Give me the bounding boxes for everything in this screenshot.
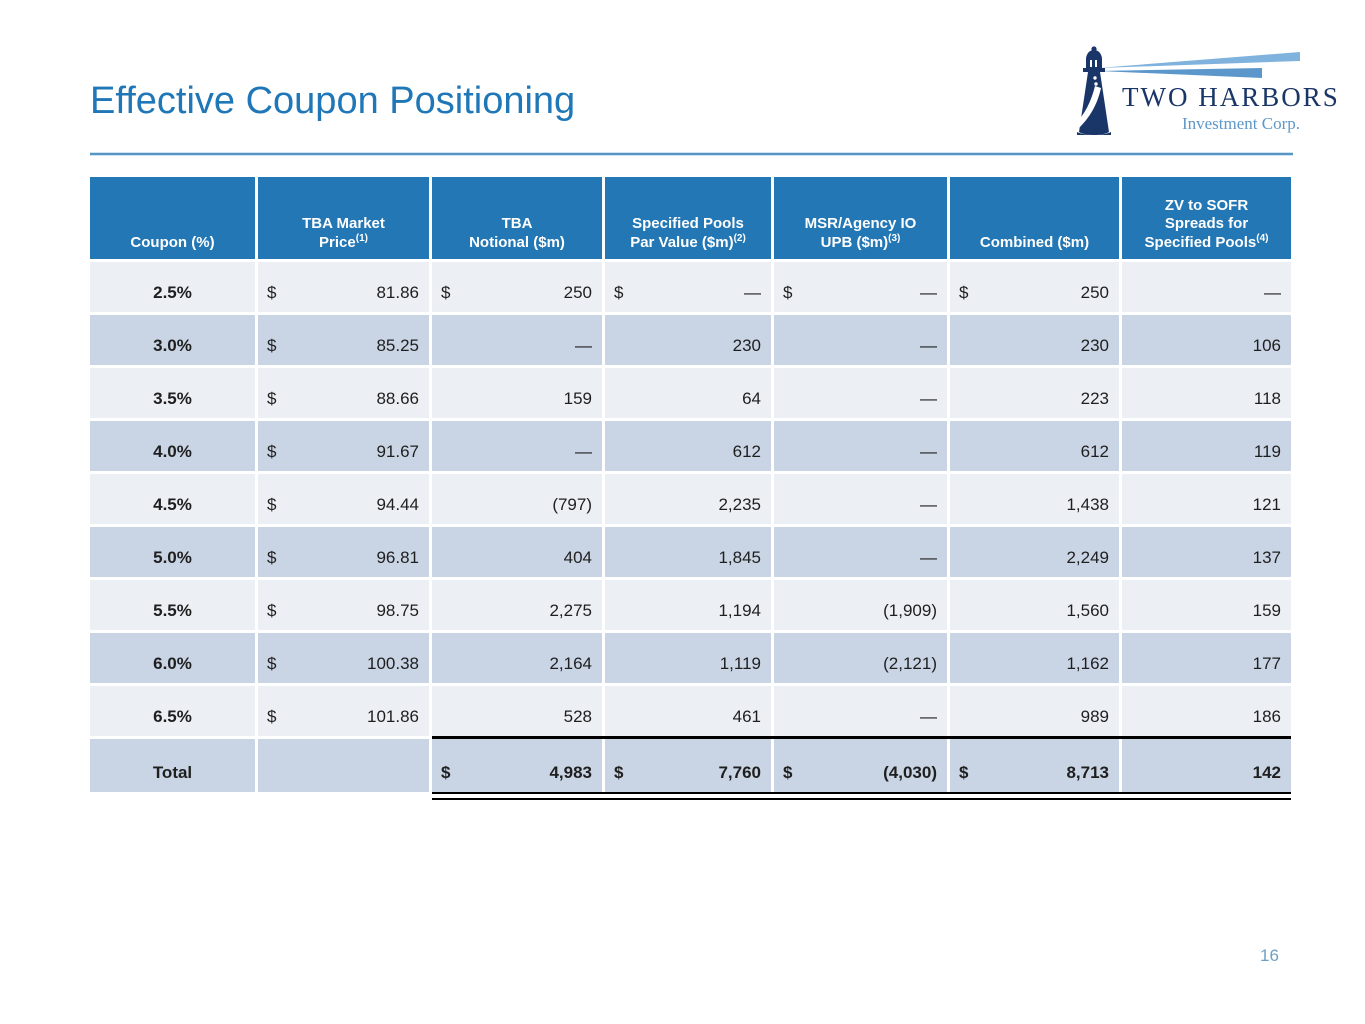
cell-tba-market-price xyxy=(258,474,432,527)
cell-combined xyxy=(950,421,1122,474)
cell-specified-pools xyxy=(605,633,774,686)
cell-zv-spread xyxy=(1122,739,1291,792)
currency-symbol: $ xyxy=(783,283,793,302)
cell-value: 2,275 xyxy=(549,601,592,620)
currency-symbol: $ xyxy=(783,763,793,782)
cell-specified-pools xyxy=(605,739,774,792)
cell-value: 88.66 xyxy=(376,389,419,408)
cell-value: — xyxy=(920,389,937,408)
cell-msr-agency-io xyxy=(774,739,950,792)
cell-zv-spread xyxy=(1122,315,1291,368)
cell-zv-spread xyxy=(1122,368,1291,421)
cell-value: 989 xyxy=(1080,707,1109,726)
cell-value: — xyxy=(575,442,592,461)
coupon-table-wrap xyxy=(90,177,1291,792)
cell-msr-agency-io xyxy=(774,527,950,580)
table-row-5.5 xyxy=(90,580,1291,633)
cell-value: 159 xyxy=(1252,601,1281,620)
cell-combined xyxy=(950,633,1122,686)
cell-coupon: 3.0% xyxy=(90,315,258,368)
table-row-3.5 xyxy=(90,368,1291,421)
cell-specified-pools xyxy=(605,527,774,580)
currency-symbol: $ xyxy=(614,283,624,302)
cell-value: 1,194 xyxy=(718,601,761,620)
table-row-4.0 xyxy=(90,421,1291,474)
cell-zv-spread xyxy=(1122,633,1291,686)
table-row-3.0 xyxy=(90,315,1291,368)
currency-symbol: $ xyxy=(267,601,277,620)
table-row-5.0 xyxy=(90,527,1291,580)
cell-tba-notional xyxy=(432,421,605,474)
cell-value: 1,162 xyxy=(1066,654,1109,673)
cell-value: 98.75 xyxy=(376,601,419,620)
cell-value: 101.86 xyxy=(367,707,419,726)
cell-value: — xyxy=(920,442,937,461)
total-separator-line xyxy=(432,736,1291,739)
table-row-4.5 xyxy=(90,474,1291,527)
cell-value: 461 xyxy=(732,707,761,726)
column-header-combined: Combined ($m) xyxy=(950,177,1122,262)
cell-value: — xyxy=(920,336,937,355)
cell-value: — xyxy=(575,336,592,355)
cell-msr-agency-io xyxy=(774,580,950,633)
cell-tba-market-price xyxy=(258,421,432,474)
cell-value: 1,845 xyxy=(718,548,761,567)
cell-zv-spread xyxy=(1122,262,1291,315)
currency-symbol: $ xyxy=(267,336,277,355)
cell-value: 2,235 xyxy=(718,495,761,514)
page-title: Effective Coupon Positioning xyxy=(90,80,576,122)
cell-coupon: 4.0% xyxy=(90,421,258,474)
cell-combined xyxy=(950,262,1122,315)
cell-value: 91.67 xyxy=(376,442,419,461)
cell-value: 1,119 xyxy=(719,654,761,673)
cell-specified-pools xyxy=(605,315,774,368)
cell-value: (2,121) xyxy=(883,654,937,673)
cell-total-label: Total xyxy=(90,739,258,792)
cell-zv-spread xyxy=(1122,527,1291,580)
cell-tba-market-price xyxy=(258,686,432,739)
cell-msr-agency-io xyxy=(774,368,950,421)
cell-msr-agency-io xyxy=(774,315,950,368)
cell-tba-notional xyxy=(432,633,605,686)
cell-specified-pools xyxy=(605,421,774,474)
cell-value: 2,249 xyxy=(1066,548,1109,567)
cell-value: — xyxy=(1264,283,1281,302)
cell-combined xyxy=(950,368,1122,421)
table-header-row xyxy=(90,177,1291,262)
cell-tba-market-price xyxy=(258,739,432,792)
cell-tba-market-price xyxy=(258,315,432,368)
cell-value: — xyxy=(744,283,761,302)
cell-specified-pools xyxy=(605,368,774,421)
currency-symbol: $ xyxy=(441,763,451,782)
currency-symbol: $ xyxy=(267,283,277,302)
cell-combined xyxy=(950,474,1122,527)
cell-specified-pools xyxy=(605,262,774,315)
cell-tba-market-price xyxy=(258,368,432,421)
cell-value: — xyxy=(920,495,937,514)
cell-coupon: 2.5% xyxy=(90,262,258,315)
cell-value: 250 xyxy=(1080,283,1109,302)
cell-value: 4,983 xyxy=(549,763,592,782)
cell-zv-spread xyxy=(1122,580,1291,633)
cell-specified-pools xyxy=(605,580,774,633)
cell-value: 142 xyxy=(1252,763,1281,782)
cell-value: 612 xyxy=(732,442,761,461)
cell-value: 94.44 xyxy=(376,495,419,514)
cell-coupon: 5.0% xyxy=(90,527,258,580)
cell-tba-market-price xyxy=(258,633,432,686)
cell-coupon: 5.5% xyxy=(90,580,258,633)
cell-value: 85.25 xyxy=(376,336,419,355)
cell-tba-notional xyxy=(432,580,605,633)
cell-value: 230 xyxy=(732,336,761,355)
column-header-zv-spread: ZV to SOFR Spreads for Specified Pools$^{(4)}$ xyxy=(1122,177,1291,262)
title-divider xyxy=(90,153,1293,155)
table-row-2.5 xyxy=(90,262,1291,315)
cell-value: 528 xyxy=(563,707,592,726)
cell-value: 121 xyxy=(1252,495,1281,514)
cell-value: 119 xyxy=(1253,442,1281,461)
cell-msr-agency-io xyxy=(774,474,950,527)
cell-value: 1,560 xyxy=(1066,601,1109,620)
cell-tba-notional xyxy=(432,262,605,315)
currency-symbol: $ xyxy=(267,442,277,461)
cell-value: — xyxy=(920,283,937,302)
cell-value: (1,909) xyxy=(883,601,937,620)
cell-msr-agency-io xyxy=(774,262,950,315)
column-header-msr-agency-io: MSR/Agency IO UPB ($m)$^{(3)}$ xyxy=(774,177,950,262)
table-total-row xyxy=(90,739,1291,792)
cell-tba-market-price xyxy=(258,262,432,315)
cell-value: 612 xyxy=(1080,442,1109,461)
currency-symbol: $ xyxy=(267,548,277,567)
column-header-specified-pools: Specified Pools Par Value ($m)$^{(2)}$ xyxy=(605,177,774,262)
cell-tba-market-price xyxy=(258,580,432,633)
cell-value: 2,164 xyxy=(549,654,592,673)
currency-symbol: $ xyxy=(267,389,277,408)
logo-subtitle: Investment Corp. xyxy=(1181,114,1300,133)
column-header-tba-notional: TBA Notional ($m) xyxy=(432,177,605,262)
cell-value: 186 xyxy=(1252,707,1281,726)
cell-tba-notional xyxy=(432,527,605,580)
cell-value: 81.86 xyxy=(376,283,419,302)
cell-zv-spread xyxy=(1122,474,1291,527)
cell-value: 8,713 xyxy=(1066,763,1109,782)
column-header-coupon: Coupon (%) xyxy=(90,177,258,262)
cell-coupon: 3.5% xyxy=(90,368,258,421)
cell-value: 96.81 xyxy=(376,548,419,567)
cell-combined xyxy=(950,527,1122,580)
page-number: 16 xyxy=(1260,946,1279,965)
table-row-6.0 xyxy=(90,633,1291,686)
cell-combined xyxy=(950,315,1122,368)
cell-combined xyxy=(950,739,1122,792)
cell-value: — xyxy=(920,707,937,726)
cell-value: (797) xyxy=(552,495,592,514)
cell-value: 404 xyxy=(563,548,592,567)
logo-wordmark: TWO HARBORS xyxy=(1122,82,1340,112)
cell-value: 230 xyxy=(1080,336,1109,355)
cell-value: 177 xyxy=(1252,654,1281,673)
cell-tba-notional xyxy=(432,739,605,792)
cell-msr-agency-io xyxy=(774,421,950,474)
currency-symbol: $ xyxy=(614,763,624,782)
cell-value: 64 xyxy=(742,389,761,408)
currency-symbol: $ xyxy=(959,763,969,782)
column-header-tba-market-price: TBA Market Price$^{(1)}$ xyxy=(258,177,432,262)
cell-coupon: 6.0% xyxy=(90,633,258,686)
coupon-positioning-table xyxy=(90,177,1291,792)
cell-value: 223 xyxy=(1080,389,1109,408)
currency-symbol: $ xyxy=(267,707,277,726)
currency-symbol: $ xyxy=(959,283,969,302)
total-double-underline xyxy=(432,792,1291,800)
cell-combined xyxy=(950,686,1122,739)
currency-symbol: $ xyxy=(267,495,277,514)
cell-coupon: 4.5% xyxy=(90,474,258,527)
cell-tba-notional xyxy=(432,686,605,739)
cell-tba-notional xyxy=(432,315,605,368)
cell-specified-pools xyxy=(605,474,774,527)
cell-value: 7,760 xyxy=(718,763,761,782)
table-row-6.5 xyxy=(90,686,1291,739)
cell-msr-agency-io xyxy=(774,686,950,739)
cell-value: 159 xyxy=(563,389,592,408)
cell-combined xyxy=(950,580,1122,633)
cell-value: 1,438 xyxy=(1066,495,1109,514)
cell-value: 106 xyxy=(1252,336,1281,355)
cell-tba-notional xyxy=(432,474,605,527)
cell-zv-spread xyxy=(1122,421,1291,474)
cell-zv-spread xyxy=(1122,686,1291,739)
currency-symbol: $ xyxy=(441,283,451,302)
cell-tba-notional xyxy=(432,368,605,421)
cell-value: 137 xyxy=(1252,548,1281,567)
cell-value: — xyxy=(920,548,937,567)
cell-value: 250 xyxy=(563,283,592,302)
cell-specified-pools xyxy=(605,686,774,739)
cell-tba-market-price xyxy=(258,527,432,580)
cell-coupon: 6.5% xyxy=(90,686,258,739)
currency-symbol: $ xyxy=(267,654,277,673)
cell-msr-agency-io xyxy=(774,633,950,686)
cell-value: 100.38 xyxy=(367,654,419,673)
cell-value: (4,030) xyxy=(883,763,937,782)
cell-value: 118 xyxy=(1253,389,1281,408)
company-logo xyxy=(1064,40,1340,140)
